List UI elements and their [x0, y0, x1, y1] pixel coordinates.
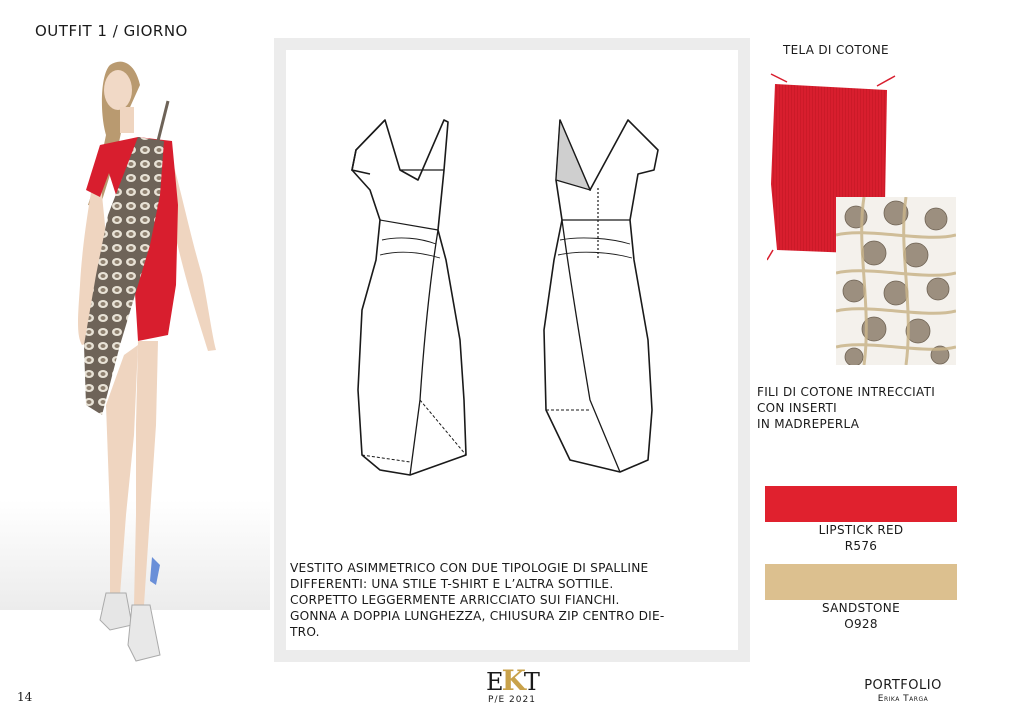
description-line: TRO.: [290, 625, 320, 639]
season-label: P/E 2021: [488, 695, 536, 705]
description-line: GONNA A DOPPIA LUNGHEZZA, CHIUSURA ZIP CENTRO DIE-: [290, 609, 665, 623]
portfolio-label: PORTFOLIO: [864, 678, 942, 693]
swatch-code: O928: [844, 617, 878, 631]
logo-monogram: EKT: [486, 664, 538, 697]
ekt-logo: [472, 664, 552, 705]
fabric-label-line: IN MADREPERLA: [757, 417, 860, 431]
description-line: VESTITO ASIMMETRICO CON DUE TIPOLOGIE DI SPALLINE: [290, 561, 649, 575]
swatch-name: LIPSTICK RED: [818, 523, 904, 537]
swatch-label-sandstone: [765, 600, 957, 632]
page-number: 14: [17, 690, 33, 704]
swatch-lipstick-red: [765, 486, 957, 522]
fabric-label-cotton-canvas: TELA DI COTONE: [783, 43, 889, 57]
description-line: DIFFERENTI: UNA STILE T-SHIRT E L’ALTRA SOTTILE.: [290, 577, 614, 591]
author-name: Erika Targa: [877, 694, 929, 704]
description-line: CORPETTO LEGGERMENTE ARRICCIATO SUI FIANCHI.: [290, 593, 620, 607]
dress-description: [290, 560, 734, 640]
outfit-title: OUTFIT 1 / GIORNO: [35, 22, 188, 40]
swatch-sandstone: [765, 564, 957, 600]
back-flat-sketch: [530, 110, 670, 490]
fabric-label-woven-threads: [757, 384, 935, 432]
swatch-label-lipstick-red: [765, 522, 957, 554]
swatch-name: SANDSTONE: [822, 601, 900, 615]
fabric-sample-woven-cotton-pearl: [836, 197, 956, 365]
swatch-code: R576: [844, 539, 878, 553]
front-flat-sketch: [340, 110, 480, 490]
fashion-illustration: [40, 45, 270, 695]
fabric-label-line: FILI DI COTONE INTRECCIATI: [757, 385, 936, 399]
fabric-label-line: CON INSERTI: [757, 401, 837, 415]
